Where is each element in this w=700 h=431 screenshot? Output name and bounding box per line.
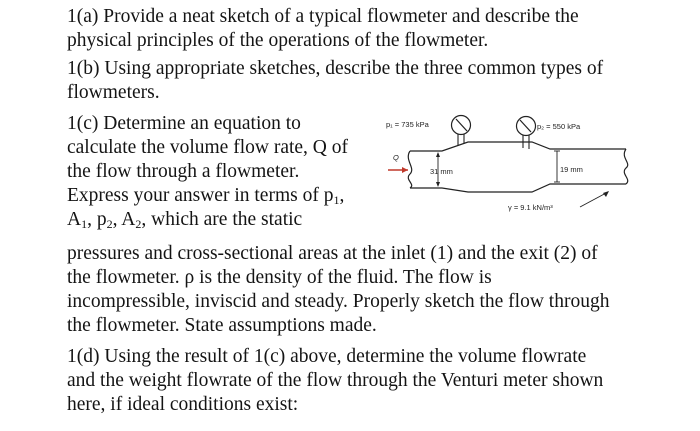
question-1c-line-4-text: Express your answer in terms of p (67, 185, 334, 206)
question-1c-line-3: the flow through a flowmeter. (67, 161, 300, 182)
d1-arrow-bottom (436, 182, 440, 187)
question-1c-body (67, 242, 609, 338)
pipe-inlet-end (408, 151, 411, 188)
question-1d-line-2: and the weight flowrate of the flow through the Venturi meter shown (67, 370, 604, 391)
question-1c-intro (67, 112, 348, 232)
comma: , (339, 185, 345, 206)
question-1c-rest-line-4: the flowmeter. State assumptions made. (67, 315, 377, 336)
a2-subscript: 2 (135, 217, 142, 231)
p1-subscript: 1 (333, 193, 340, 207)
question-1c-rest-line-1: pressures and cross-sectional areas at the inlet (1) and the exit (2) of (67, 243, 598, 264)
flow-arrow-head (402, 167, 408, 173)
var-a1: A (67, 209, 82, 230)
question-1b-line-1: 1(b) Using appropriate sketches, describe the three common types of (67, 58, 604, 79)
question-1c-line-5 (67, 208, 348, 232)
pipe-upper-wall (410, 142, 626, 151)
question-1b-line-2: flowmeters. (67, 82, 160, 103)
question-1d-line-3: here, if ideal conditions exist: (67, 394, 299, 415)
gamma-leader-line (580, 192, 608, 207)
var-line-tail: , which are the static (141, 209, 303, 230)
question-1a (67, 5, 579, 53)
question-1d-line-1: 1(d) Using the result of 1(c) above, determine the volume flowrate (67, 346, 587, 367)
question-1c-line-2: calculate the volume flow rate, Q of (67, 137, 349, 158)
question-1a-line-1: 1(a) Provide a neat sketch of a typical flowmeter and describe the (67, 6, 579, 27)
p2-label: p₂ = 550 kPa (537, 122, 581, 131)
pipe-lower-wall (410, 184, 626, 192)
gamma-label: γ = 9.1 kN/m³ (508, 203, 553, 212)
d1-arrow-top (436, 152, 440, 157)
sep-1: , (87, 209, 97, 230)
sep-2: , (112, 209, 122, 230)
question-1c-rest-line-2: the flowmeter. ρ is the density of the fluid. The flow is (67, 267, 492, 288)
question-1d (67, 345, 603, 417)
question-1c-line-4 (67, 184, 348, 208)
question-1a-line-2: physical principles of the operations of the flowmeter. (67, 30, 489, 51)
venturi-meter-figure (380, 108, 700, 220)
p1-label: p₁ = 735 kPa (386, 120, 429, 129)
gamma-leader-arrow (603, 191, 609, 197)
var-a2: A (121, 209, 136, 230)
d1-label: 31 mm (430, 167, 453, 176)
a1-subscript: 1 (81, 217, 88, 231)
p2-subscript: 2 (106, 217, 113, 231)
question-1c-rest-line-3: incompressible, inviscid and steady. Properly sketch the flow through (67, 291, 610, 312)
question-1c-line-1: 1(c) Determine an equation to (67, 113, 301, 134)
var-p2: p (96, 209, 107, 230)
question-1b (67, 57, 603, 105)
d2-label: 19 mm (560, 165, 583, 174)
pipe-outlet-end (624, 149, 627, 184)
q-label: Q (393, 153, 399, 162)
